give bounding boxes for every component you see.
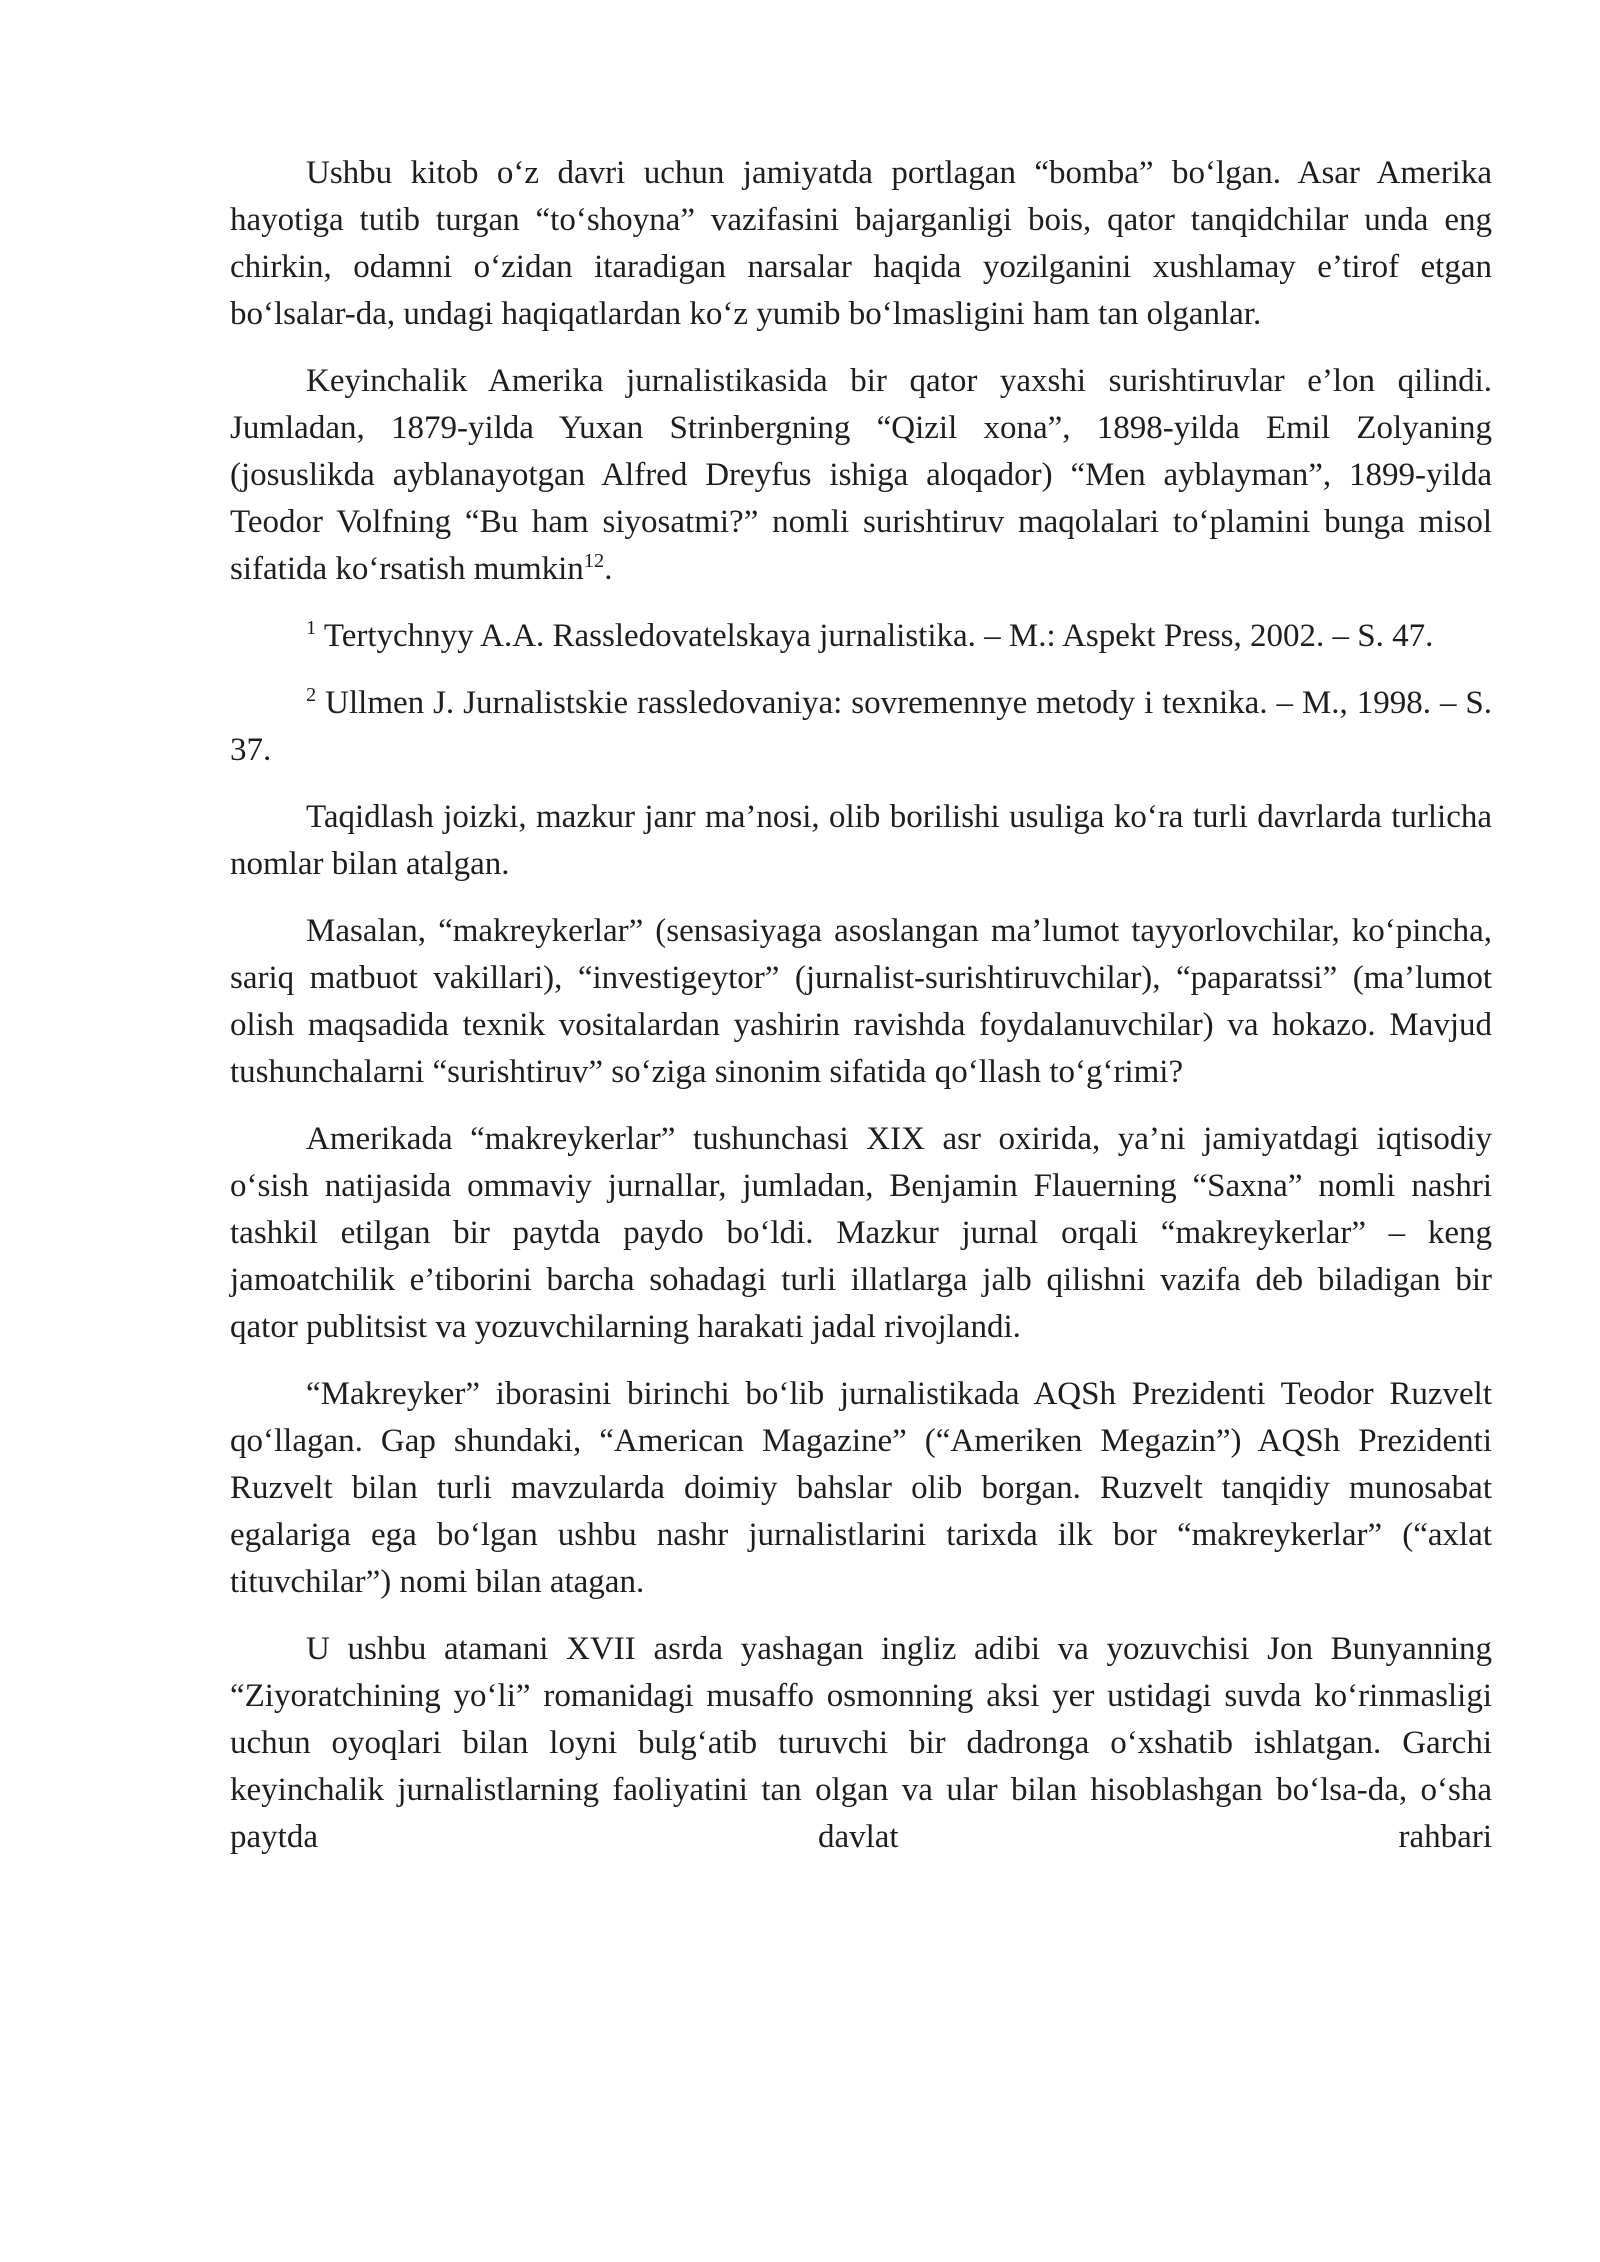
paragraph-text: U ushbu atamani XVII asrda yashagan ingliz adibi va yozuvchisi Jon Bunyanning “Ziyoratchining yo‘li” romanidagi musaffo osmonning aksi yer ustidagi suvda ko‘rinmasligi uchun oyoqlari bilan loyni bulg‘atib turuvchi bir dadronga o‘xshatib ishlatgan. Garchi keyinchalik jurnalistlarning faoliyatini tan olgan va ular bilan hisoblashgan bo‘lsa-da, o‘sha paytda davlat rahbari bbox=[230, 1631, 1492, 1855]
paragraph-text: “Makreyker” iborasini birinchi bo‘lib jurnalistikada AQSh Prezidenti Teodor Ruzvelt qo‘llagan. Gap shundaki, “American Magazine” (“Ameriken Megazin”) AQSh Prezidenti Ruzvelt bilan turli mavzularda doimiy bahslar olib borgan. Ruzvelt tanqidiy munosabat egalariga ega bo‘lgan ushbu nashr jurnalistlarini tarixda ilk bor “makreykerlar” (“axlat tituvchilar”) nomi bilan atagan. bbox=[230, 1376, 1492, 1600]
paragraph-text: Taqidlash joizki, mazkur janr ma’nosi, olib borilishi usuliga ko‘ra turli davrlarda turlicha nomlar bilan atalgan. bbox=[230, 799, 1492, 882]
paragraph-text: Keyinchalik Amerika jurnalistikasida bir qator yaxshi surishtiruvlar e’lon qilindi. Jumladan, 1879-yilda Yuxan Strinbergning “Qizil xona”, 1898-yilda Emil Zolyaning (josuslikda ayblanayotgan Alfred Dreyfus ishiga aloqador) “Men ayblayman”, 1899-yilda Teodor Volfning “Bu ham siyosatmi?” nomli surishtiruv maqolalari to‘plamini bunga misol sifatida ko‘rsatish mumkin bbox=[230, 363, 1492, 587]
paragraph-text: Amerikada “makreykerlar” tushunchasi XIX asr oxirida, ya’ni jamiyatdagi iqtisodiy o‘sish natijasida ommaviy jurnallar, jumladan, Benjamin Flauerning “Saxna” nomli nashri tashkil etilgan bir paytda paydo bo‘ldi. Mazkur jurnal orqali “makreykerlar” – keng jamoatchilik e’tiborini barcha sohadagi turli illatlarga jalb qilishni vazifa deb biladigan bir qator publitsist va yozuvchilarning harakati jadal rivojlandi. bbox=[230, 1121, 1492, 1345]
paragraph bbox=[230, 1626, 1492, 1861]
footnote bbox=[230, 613, 1492, 660]
text-column bbox=[230, 150, 1492, 1861]
footnote-mark: 2 bbox=[306, 684, 317, 706]
footnote-text: Ullmen J. Jurnalistskie rassledovaniya: sovremennye metody i texnika. – M., 1998. – S. 37. bbox=[230, 685, 1492, 768]
footnote bbox=[230, 680, 1492, 774]
paragraph bbox=[230, 1371, 1492, 1606]
footnote-reference: 12 bbox=[583, 550, 605, 572]
paragraph bbox=[230, 908, 1492, 1096]
paragraph bbox=[230, 358, 1492, 593]
paragraph-text: Masalan, “makreykerlar” (sensasiyaga asoslangan ma’lumot tayyorlovchilar, ko‘pincha, sariq matbuot vakillari), “investigeytor” (jurnalist-surishtiruvchilar), “paparatssi” (ma’lumot olish maqsadida texnik vositalardan yashirin ravishda foydalanuvchilar) va hokazo. Mavjud tushunchalarni “surishtiruv” so‘ziga sinonim sifatida qo‘llash to‘g‘rimi? bbox=[230, 913, 1492, 1090]
paragraph bbox=[230, 150, 1492, 338]
footnote-text: Tertychnyy A.A. Rassledovatelskaya jurnalistika. – M.: Aspekt Press, 2002. – S. 47. bbox=[316, 618, 1434, 654]
footnote-mark: 1 bbox=[306, 617, 317, 639]
paragraph-end: . bbox=[604, 551, 613, 587]
paragraph bbox=[230, 1116, 1492, 1351]
paragraph-text: Ushbu kitob o‘z davri uchun jamiyatda portlagan “bomba” bo‘lgan. Asar Amerika hayotiga tutib turgan “to‘shoyna” vazifasini bajarganligi bois, qator tanqidchilar unda eng chirkin, odamni o‘zidan itaradigan narsalar haqida yozilganini xushlamay e’tirof etgan bo‘lsalar-da, undagi haqiqatlardan ko‘z yumib bo‘lmasligini ham tan olganlar. bbox=[230, 155, 1492, 332]
paragraph bbox=[230, 794, 1492, 888]
